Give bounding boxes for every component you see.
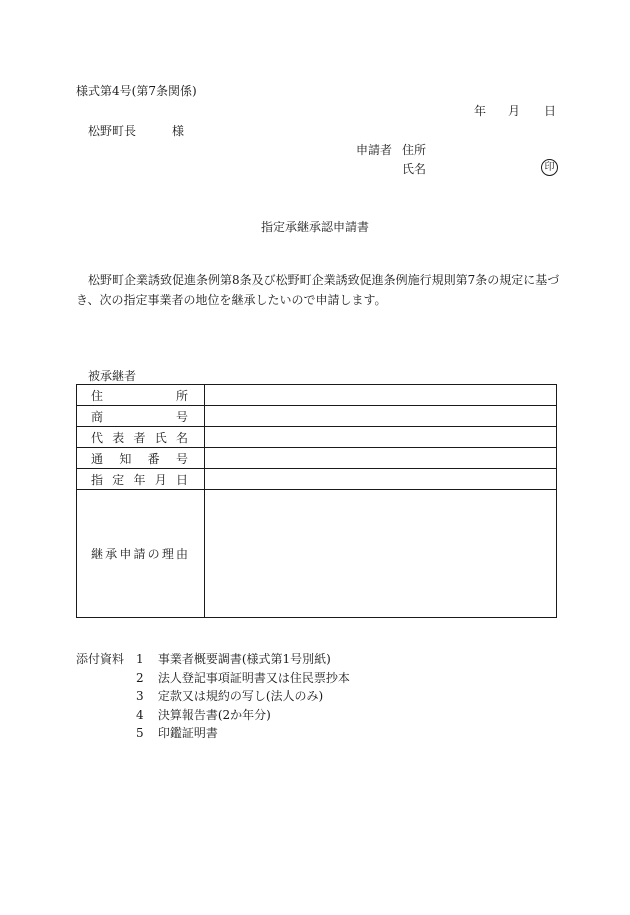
- table-caption: 被承継者: [88, 369, 137, 383]
- row-label: 住所: [77, 385, 205, 406]
- addressee: [88, 122, 185, 139]
- item-number: 2: [136, 670, 144, 685]
- table-row: [77, 490, 557, 618]
- row-label: 継承申請の理由: [77, 490, 205, 618]
- attachments-label: 添付資料: [76, 652, 125, 666]
- document-title: 指定承継承認申請書: [260, 220, 369, 234]
- row-label: 指定年月日: [77, 469, 205, 490]
- addressee-honorific: 様: [172, 124, 185, 138]
- row-value-cell[interactable]: [205, 427, 557, 448]
- item-text: 事業者概要調書(様式第1号別紙): [157, 652, 331, 666]
- date-day: 日: [544, 104, 557, 118]
- date-month: 月: [508, 104, 521, 118]
- item-text: 法人登記事項証明書又は住民票抄本: [157, 670, 350, 685]
- applicant-address-line: [356, 141, 427, 158]
- table-row: [77, 385, 557, 406]
- addressee-name: 松野町長: [88, 124, 137, 138]
- list-item: [136, 687, 350, 706]
- item-number: 3: [136, 689, 144, 703]
- row-value-cell[interactable]: [205, 406, 557, 427]
- applicant-address-label: 住所: [402, 143, 427, 157]
- item-text: 印鑑証明書: [157, 726, 218, 740]
- row-value-cell[interactable]: [205, 385, 557, 406]
- attachments-list: [136, 650, 350, 743]
- date-year: 年: [474, 104, 487, 118]
- row-value-cell[interactable]: [205, 448, 557, 469]
- body-paragraph: 松野町企業誘致促進条例第8条及び松野町企業誘致促進条例施行規則第7条の規定に基づき、次の指定事業者の地位を継承したいので申請します。: [76, 273, 560, 307]
- item-text: 定款又は規約の写し(法人のみ): [157, 689, 324, 703]
- predecessor-info-table: [76, 384, 557, 618]
- list-item: [136, 724, 350, 743]
- form-number: 様式第4号(第7条関係): [76, 84, 197, 98]
- row-label: 代表者氏名: [77, 427, 205, 448]
- row-label: 商号: [77, 406, 205, 427]
- row-label: 通知番号: [77, 448, 205, 469]
- item-number: 1: [136, 652, 144, 666]
- item-text: 決算報告書(2か年分): [157, 707, 271, 722]
- table-row: [77, 406, 557, 427]
- list-item: [136, 650, 350, 669]
- applicant-name-label: 氏名: [402, 162, 427, 176]
- row-value-cell[interactable]: [205, 469, 557, 490]
- table-row: [77, 448, 557, 469]
- applicant-label: 申請者: [356, 143, 393, 157]
- list-item: [136, 706, 350, 725]
- seal-mark: 印: [541, 159, 558, 176]
- row-value-cell[interactable]: [205, 490, 557, 618]
- item-number: 4: [136, 707, 144, 722]
- item-number: 5: [136, 726, 144, 740]
- table-row: [77, 469, 557, 490]
- table-row: [77, 427, 557, 448]
- list-item: [136, 669, 350, 688]
